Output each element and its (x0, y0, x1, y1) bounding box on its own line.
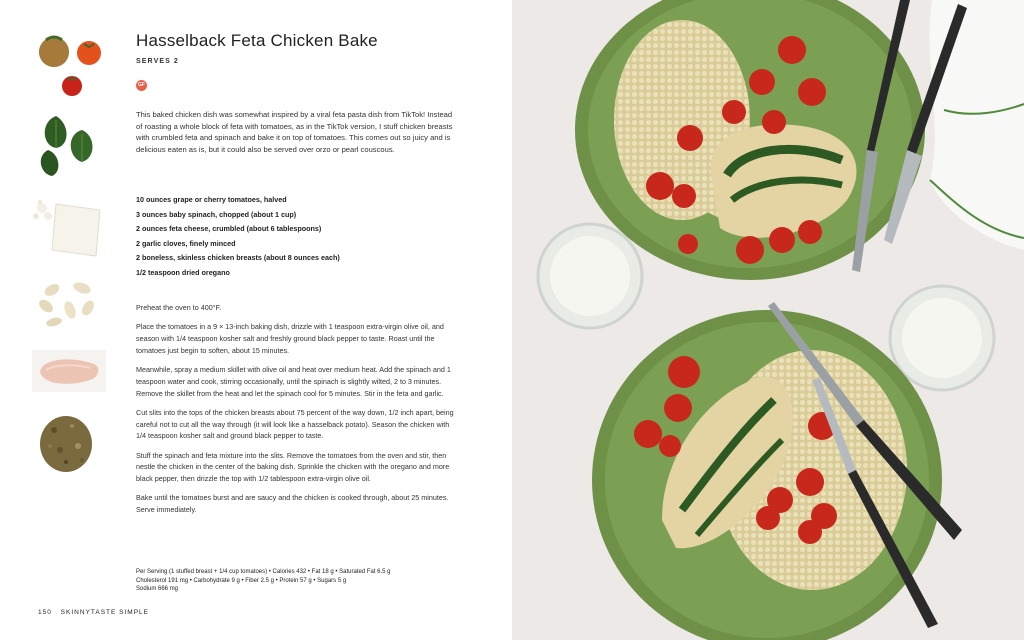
method-step: Bake until the tomatoes burst and are saucy and the chicken is cooked through, about 25 minutes. Serve immediately. (136, 493, 449, 515)
nutrition-line: Sodium 666 mg (136, 586, 179, 593)
tomatoes-illustration (32, 26, 108, 102)
book-title: SKINNYTASTE SIMPLE (60, 609, 149, 616)
chicken-breast-illustration (32, 346, 108, 396)
ingredient-list (136, 193, 340, 281)
method-step: Preheat the oven to 400°F. (136, 303, 222, 312)
ingredient-item: 2 ounces feta cheese, crumbled (about 6 tablespoons) (136, 224, 322, 234)
method-step: Meanwhile, spray a medium skillet with olive oil and heat over medium heat. Add the spinach and 1 teaspoon water and cook, stirring occasionally, until the spinach is slightly wilted, 2 to 3 minutes. Remove the skillet from the heat and let the spinach cool for 5 minutes. Stir in the feta and garlic. (136, 364, 451, 398)
method-step: Stuff the spinach and feta mixture into the slits. Remove the tomatoes from the oven and stir, then nestle the chicken in the center of the baking dish. Sprinkle the chicken with the oregano and more black pepper, then drizzle the top with 1/2 tablespoon extra-virgin olive oil. (136, 450, 450, 484)
ingredient-item: 2 garlic cloves, finely minced (136, 238, 236, 248)
ingredient-item: 3 ounces baby spinach, chopped (about 1 cup) (136, 209, 297, 219)
food-photo (512, 0, 1024, 640)
method-steps (136, 302, 460, 523)
method-step: Cut slits into the tops of the chicken breasts about 75 percent of the way down, 1/2 inch apart, being careful not to cut all the way through (it will look like a hasselback potato). Season the chicken with 1/4 teaspoon kosher salt and ground black pepper to taste. (136, 407, 454, 441)
gluten-free-badge: GF (136, 80, 147, 91)
food-photo-illustration (512, 0, 1024, 640)
spinach-illustration (36, 108, 102, 180)
page-footer (38, 609, 149, 616)
nutrition-line: Cholesterol 191 mg • Carbohydrate 9 g • Fiber 2.5 g • Protein 57 g • Sugars 5 g (136, 577, 347, 584)
recipe-title: Hasselback Feta Chicken Bake (136, 31, 378, 50)
ingredient-item: 10 ounces grape or cherry tomatoes, halved (136, 195, 287, 204)
recipe-intro: This baked chicken dish was somewhat inspired by a viral feta pasta dish from TikTok! Instead of roasting a whole block of feta with tomatoes, as in the TikTok version, I stuff chicken breasts with crumbled feta and spinach and bake it on top of tomatoes. This comes out so juicy and is delicious eaten as is, but it could also be served over orzo or pearl couscous. (136, 110, 453, 154)
ingredient-item: 1/2 teaspoon dried oregano (136, 267, 230, 277)
oregano-illustration (36, 410, 100, 476)
feta-illustration (30, 194, 104, 260)
page-number: 150 (38, 609, 52, 616)
garlic-illustration (34, 276, 100, 330)
serves-label: SERVES 2 (136, 58, 179, 65)
nutrition-line: Per Serving (1 stuffed breast + 1/4 cup tomatoes) • Calories 432 • Fat 18 g • Saturated Fat 6.5 g (136, 569, 391, 575)
ingredient-item: 2 boneless, skinless chicken breasts (about 8 ounces each) (136, 253, 340, 263)
method-step: Place the tomatoes in a 9 × 13-inch baking dish, drizzle with 1 teaspoon extra-virgin olive oil, and season with 1/4 teaspoon kosher salt and freshly ground black pepper to taste. Roast until the tomatoes just begin to soften, about 15 minutes. (136, 322, 444, 355)
nutrition-info (136, 568, 466, 594)
